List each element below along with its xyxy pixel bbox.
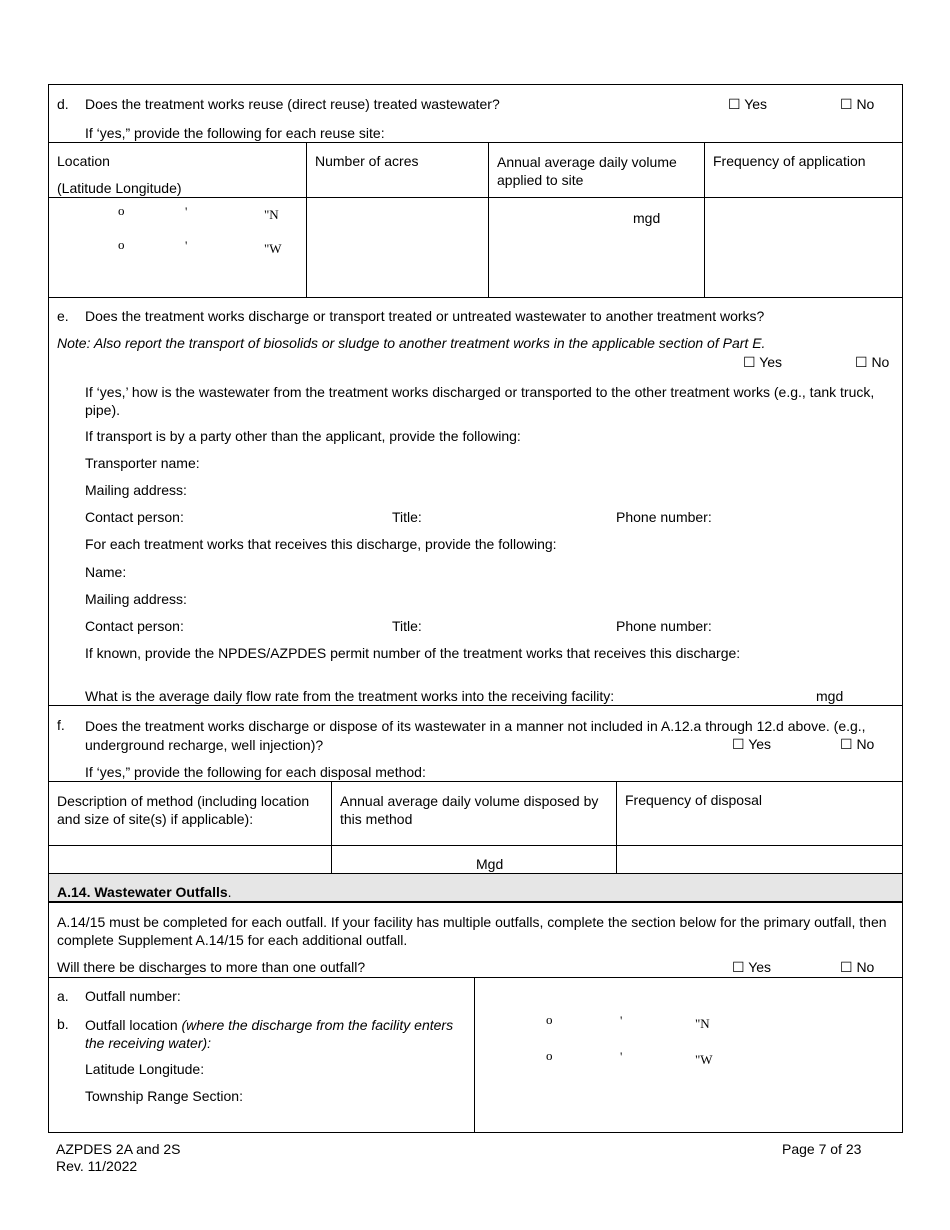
transporter-name-label: Transporter name: [85, 455, 200, 471]
north-mark: "N [695, 1016, 710, 1031]
item-letter: f. [57, 717, 65, 733]
flow-text: What is the average daily flow rate from the treatment works into the receiving facility: [85, 688, 615, 704]
rule [48, 977, 903, 978]
intro-text: A.14/15 must be completed for each outfall. If your facility has multiple outfalls, complete the section below for the primary outfall, then complete Supplement A.14/15 for each additional outfall. [57, 914, 887, 948]
footer-revision: Rev. 11/2022 [56, 1158, 138, 1174]
rule [48, 142, 903, 143]
instruction-text: If ‘yes,” provide the following for each reuse site: [85, 125, 385, 141]
how-text: If ‘yes,’ how is the wastewater from the treatment works discharged or transported to the other treatment works (e.g., tank truck, pipe). [85, 384, 875, 418]
item-letter: e. [57, 308, 69, 324]
yes-checkbox[interactable]: ☐ Yes [732, 959, 772, 975]
border-bottom [48, 1132, 903, 1133]
minute-mark: ' [620, 1049, 623, 1064]
question-text: Does the treatment works discharge or transport treated or untreated wastewater to another treatment works? [85, 308, 765, 324]
rule [48, 873, 903, 874]
note-text: Note: Also report the transport of biosolids or sludge to another treatment works in the applicable section of Part E. [57, 335, 766, 351]
minute-mark: ' [620, 1013, 623, 1028]
minute-mark: ' [185, 238, 188, 253]
column-header-frequency: Frequency of disposal [625, 792, 762, 808]
permit-text: If known, provide the NPDES/AZPDES permit number of the treatment works that receives this discharge: [85, 645, 741, 661]
contact-person-label: Contact person: [85, 509, 184, 525]
no-checkbox[interactable]: ☐ No [840, 959, 875, 975]
west-mark: "W [264, 241, 282, 256]
section-heading-period: . [227, 884, 232, 900]
border-left [48, 84, 49, 1133]
yes-checkbox[interactable]: ☐ Yes [743, 354, 783, 370]
yes-checkbox[interactable]: ☐ Yes [728, 736, 771, 753]
degree-mark: o [546, 1048, 553, 1063]
title-label: Title: [392, 618, 422, 634]
degree-mark: o [546, 1012, 553, 1027]
minute-mark: ' [185, 204, 188, 219]
section-heading-text: A.14. Wastewater Outfalls [57, 884, 228, 900]
column-header-volume: Annual average daily volume disposed by this method [340, 793, 599, 827]
section-heading [57, 884, 232, 900]
col-rule [488, 142, 489, 297]
title-label: Title: [392, 509, 422, 525]
yes-checkbox[interactable]: ☐ Yes [728, 96, 768, 112]
column-header-description: Description of method (including location and size of site(s) if applicable): [57, 793, 310, 827]
footer-form-id: AZPDES 2A and 2S [56, 1141, 181, 1157]
rule [48, 901, 903, 903]
item-letter: b. [57, 1016, 69, 1032]
column-header-acres: Number of acres [315, 153, 419, 169]
unit-mgd: mgd [633, 210, 661, 226]
north-mark: "N [264, 207, 279, 222]
rule [48, 781, 903, 782]
west-mark: "W [695, 1052, 713, 1067]
lat-lon-label: Latitude Longitude: [85, 1061, 205, 1077]
outfall-number-label: Outfall number: [85, 988, 181, 1004]
township-range-section-label: Township Range Section: [85, 1088, 243, 1104]
mailing-address-label: Mailing address: [85, 591, 187, 607]
receiver-intro: For each treatment works that receives this discharge, provide the following: [85, 536, 557, 552]
transport-intro: If transport is by a party other than the applicant, provide the following: [85, 428, 521, 444]
column-header-volume: Annual average daily volume applied to site [497, 154, 677, 188]
col-rule [331, 781, 332, 873]
col-rule [474, 977, 475, 1132]
instruction-text: If ‘yes,” provide the following for each disposal method: [85, 764, 426, 780]
question-text: Will there be discharges to more than one outfall? [57, 959, 366, 975]
question-text: Does the treatment works reuse (direct reuse) treated wastewater? [85, 96, 500, 112]
degree-mark: o [118, 203, 125, 218]
outfall-location-note: (where the discharge from the facility enters the receiving water): [85, 1017, 454, 1051]
item-letter: d. [57, 96, 69, 112]
no-checkbox[interactable]: ☐ No [840, 736, 875, 752]
no-checkbox[interactable]: ☐ No [840, 96, 875, 112]
no-checkbox[interactable]: ☐ No [855, 354, 890, 370]
mailing-address-label: Mailing address: [85, 482, 187, 498]
phone-number-label: Phone number: [616, 618, 712, 634]
column-header-frequency: Frequency of application [713, 153, 866, 169]
rule [48, 705, 903, 706]
question-text: Does the treatment works discharge or dispose of its wastewater in a manner not included in A.12.a through 12.d above. (e.g., underground recharge, well injection)? [85, 718, 866, 753]
contact-person-label: Contact person: [85, 618, 184, 634]
unit-mgd: Mgd [476, 856, 504, 872]
name-label: Name: [85, 564, 127, 580]
col-rule [306, 142, 307, 297]
degree-mark: o [118, 237, 125, 252]
col-rule [704, 142, 705, 297]
outfall-location-label [85, 1016, 465, 1052]
rule [48, 197, 903, 198]
column-header-location: Location [57, 153, 110, 169]
outfall-location-text: Outfall location [85, 1017, 178, 1033]
rule [48, 845, 903, 846]
rule [48, 297, 903, 298]
column-header-location-sub: (Latitude Longitude) [57, 180, 182, 196]
col-rule [616, 781, 617, 873]
border-top [48, 84, 903, 85]
border-right [902, 84, 903, 1133]
phone-number-label: Phone number: [616, 509, 712, 525]
footer-page-number: Page 7 of 23 [782, 1141, 862, 1157]
unit-mgd: mgd [816, 688, 844, 704]
item-letter: a. [57, 988, 69, 1004]
